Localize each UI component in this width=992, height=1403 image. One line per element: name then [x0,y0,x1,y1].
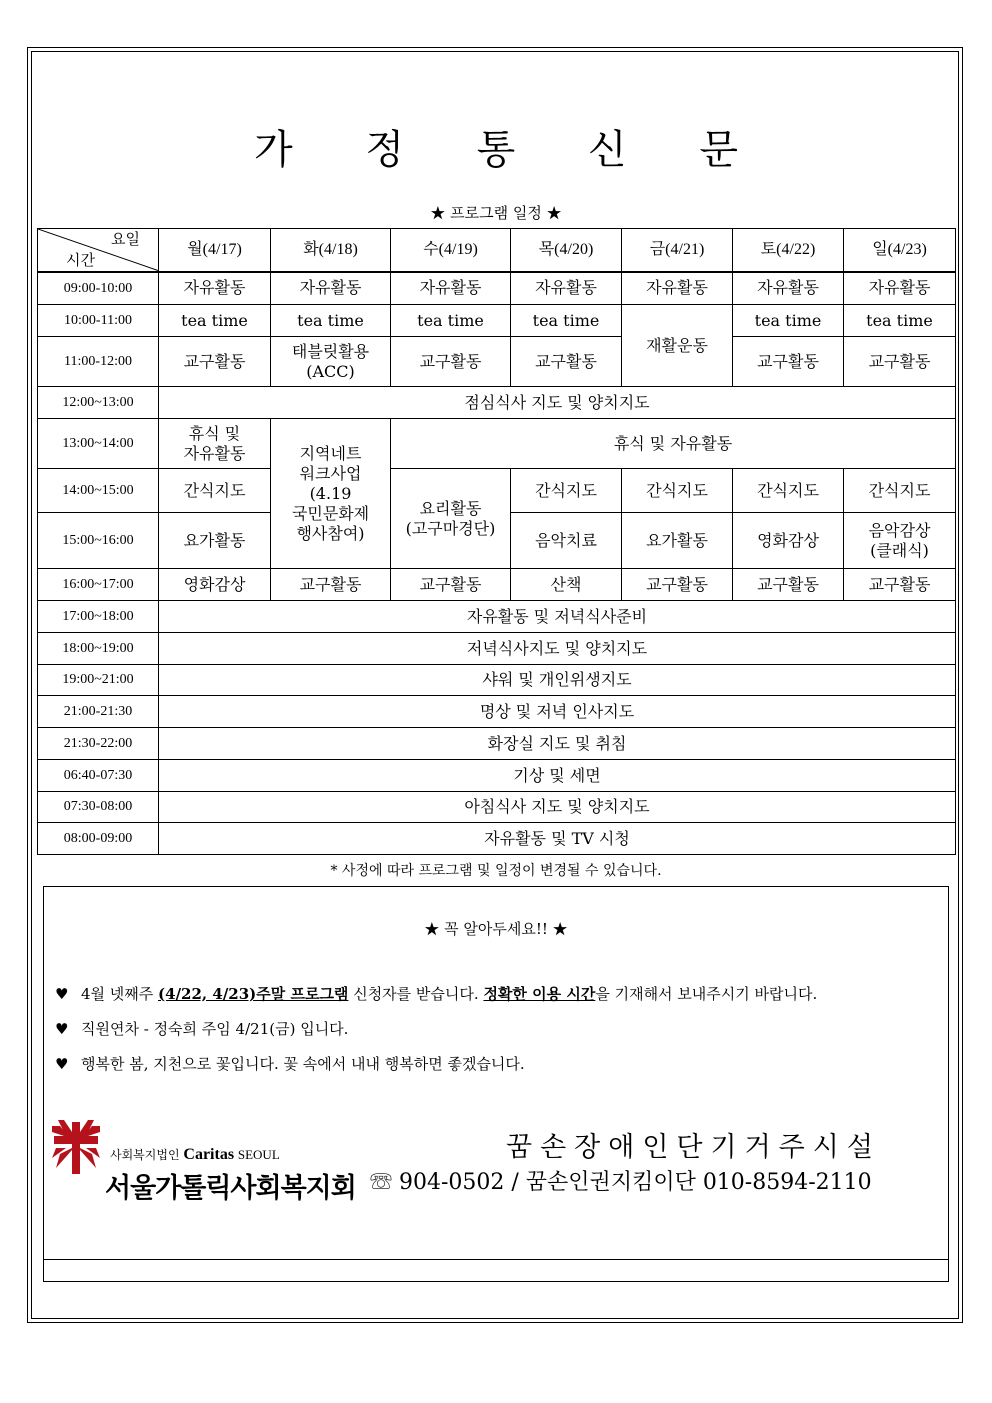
schedule-cell: 간식지도 [511,469,622,513]
schedule-cell: 음악치료 [511,513,622,569]
header-day: 목(4/20) [511,229,622,272]
diagonal-line [38,229,158,271]
schedule-table [37,228,956,855]
schedule-cell: 자유활동 [844,272,956,305]
table-row [38,569,956,601]
schedule-cell: tea time [511,305,622,337]
schedule-cell: 자유활동 [511,272,622,305]
time-cell: 13:00~14:00 [38,419,159,469]
notice-text-emphasis: (4/22, 4/23)주말 프로그램 [158,985,349,1003]
schedule-cell [271,337,391,387]
time-cell: 12:00~13:00 [38,387,159,419]
table-row [38,728,956,760]
time-cell: 15:00~16:00 [38,513,159,569]
schedule-cell-merged: 명상 및 저녁 인사지도 [159,696,956,728]
time-cell: 21:00-21:30 [38,696,159,728]
time-cell: 10:00-11:00 [38,305,159,337]
time-cell: 16:00~17:00 [38,569,159,601]
org-prefix-text: 사회복지법인 [110,1148,180,1162]
schedule-cell-merged: 자유활동 및 저녁식사준비 [159,601,956,633]
schedule-cell: tea time [733,305,844,337]
heart-icon: ♥ [55,1055,69,1073]
cell-line: 요리활동 [419,498,482,518]
schedule-cell-merged: 자유활동 및 TV 시청 [159,823,956,855]
schedule-cell: 교구활동 [844,337,956,387]
schedule-cell: 영화감상 [159,569,271,601]
time-cell: 08:00-09:00 [38,823,159,855]
schedule-cell: 교구활동 [391,569,511,601]
notice-title: ★ 꼭 알아두세요!! ★ [424,920,568,938]
cell-line: (클래식) [870,540,929,560]
heart-icon: ♥ [55,1020,69,1038]
table-row [38,272,956,305]
time-cell: 18:00~19:00 [38,633,159,665]
schedule-cell: 산책 [511,569,622,601]
table-row [38,601,956,633]
schedule-cell: 교구활동 [622,569,733,601]
schedule-cell: 요가활동 [622,513,733,569]
schedule-cell-merged: 기상 및 세면 [159,760,956,792]
schedule-cell: 요가활동 [159,513,271,569]
cell-line: 음악감상 [868,520,931,540]
cell-line: 지역네트 [299,443,362,463]
notice-text: 행복한 봄, 지천으로 꽃입니다. 꽃 속에서 내내 행복하면 좋겠습니다. [81,1055,525,1073]
schedule-cell-merged: 저녁식사지도 및 양치지도 [159,633,956,665]
cell-line: 휴식 및 [188,423,241,443]
schedule-cell: tea time [391,305,511,337]
schedule-cell: 교구활동 [733,337,844,387]
table-row [38,337,956,387]
notice-text-emphasis: 정확한 이용 시간 [483,985,596,1003]
schedule-cell-merged [391,469,511,569]
header-row [38,229,956,272]
schedule-cell: 영화감상 [733,513,844,569]
time-cell: 14:00~15:00 [38,469,159,513]
schedule-cell-merged: 샤워 및 개인위생지도 [159,665,956,696]
table-row [38,387,956,419]
schedule-cell: 교구활동 [159,337,271,387]
schedule-cell: 자유활동 [391,272,511,305]
header-day-label: 요일 [111,230,140,248]
cell-line: 태블릿활용 [291,341,370,361]
notice-divider [44,1259,948,1260]
table-row [38,760,956,792]
cell-line: 행사참여) [296,523,365,543]
table-row [38,419,956,469]
header-day: 금(4/21) [622,229,733,272]
time-cell: 19:00~21:00 [38,665,159,696]
schedule-cell: 간식지도 [844,469,956,513]
table-row [38,665,956,696]
schedule-cell-merged [271,419,391,569]
schedule-cell: 자유활동 [733,272,844,305]
schedule-cell: tea time [844,305,956,337]
schedule-cell: 간식지도 [159,469,271,513]
schedule-cell: tea time [159,305,271,337]
cell-line: 자유활동 [183,443,246,463]
header-corner-cell [38,229,159,272]
notice-text: 을 기재해서 보내주시기 바랍니다. [595,985,818,1003]
schedule-cell-merged: 휴식 및 자유활동 [391,419,956,469]
schedule-cell [844,513,956,569]
header-time-label: 시간 [66,250,95,269]
time-cell: 09:00-10:00 [38,272,159,305]
schedule-cell: 자유활동 [271,272,391,305]
schedule-cell: tea time [271,305,391,337]
schedule-cell [159,419,271,469]
notice-item [55,983,817,1004]
seoul-text: SEOUL [237,1147,280,1162]
cell-line: 워크사업 [299,463,362,483]
caritas-cross-icon [50,1118,102,1178]
schedule-title: ★ 프로그램 일정 ★ [430,204,562,222]
cell-line: (ACC) [306,361,355,381]
time-cell: 17:00~18:00 [38,601,159,633]
header-day: 일(4/23) [844,229,956,272]
notice-text: 4월 넷째주 [81,985,159,1003]
time-cell: 06:40-07:30 [38,760,159,792]
header-day: 월(4/17) [159,229,271,272]
time-cell: 07:30-08:00 [38,792,159,823]
schedule-cell: 간식지도 [622,469,733,513]
schedule-cell: 교구활동 [391,337,511,387]
cell-line: (4.19 [309,483,352,503]
notice-item [55,1018,348,1039]
table-row [38,792,956,823]
time-cell: 21:30-22:00 [38,728,159,760]
facility-name: 꿈손장애인단기거주시설 [506,1132,881,1163]
schedule-cell: 교구활동 [271,569,391,601]
cell-line: (고구마경단) [405,518,496,538]
schedule-cell: 교구활동 [733,569,844,601]
header-day: 수(4/19) [391,229,511,272]
schedule-cell-merged: 아침식사 지도 및 양치지도 [159,792,956,823]
schedule-cell-merged: 화장실 지도 및 취침 [159,728,956,760]
table-row [38,823,956,855]
org-prefix [110,1146,280,1164]
heart-icon: ♥ [55,985,69,1003]
table-row [38,633,956,665]
schedule-cell: 교구활동 [844,569,956,601]
schedule-cell-merged: 점심식사 지도 및 양치지도 [159,387,956,419]
schedule-cell-merged: 재활운동 [622,305,733,387]
time-cell: 11:00-12:00 [38,337,159,387]
header-day: 화(4/18) [271,229,391,272]
cell-line: 국민문화제 [291,503,370,523]
notice-text: 직원연차 - 정숙희 주임 4/21(금) 입니다. [81,1020,349,1038]
caritas-text: Caritas [183,1146,235,1163]
contact-info: ☏ 904-0502 / 꿈손인권지킴이단 010-8594-2110 [370,1170,872,1195]
notice-item [55,1053,525,1074]
schedule-cell: 자유활동 [159,272,271,305]
notice-text: 신청자를 받습니다. [348,985,484,1003]
page-title: 가 정 통 신 문 [253,127,769,173]
header-day: 토(4/22) [733,229,844,272]
schedule-note: * 사정에 따라 프로그램 및 일정이 변경될 수 있습니다. [330,863,662,879]
table-row [38,696,956,728]
table-row [38,469,956,513]
schedule-cell: 교구활동 [511,337,622,387]
table-row [38,305,956,337]
org-name: 서울가톨릭사회복지회 [105,1173,356,1204]
schedule-cell: 간식지도 [733,469,844,513]
schedule-cell: 자유활동 [622,272,733,305]
notice-box [43,886,949,1282]
